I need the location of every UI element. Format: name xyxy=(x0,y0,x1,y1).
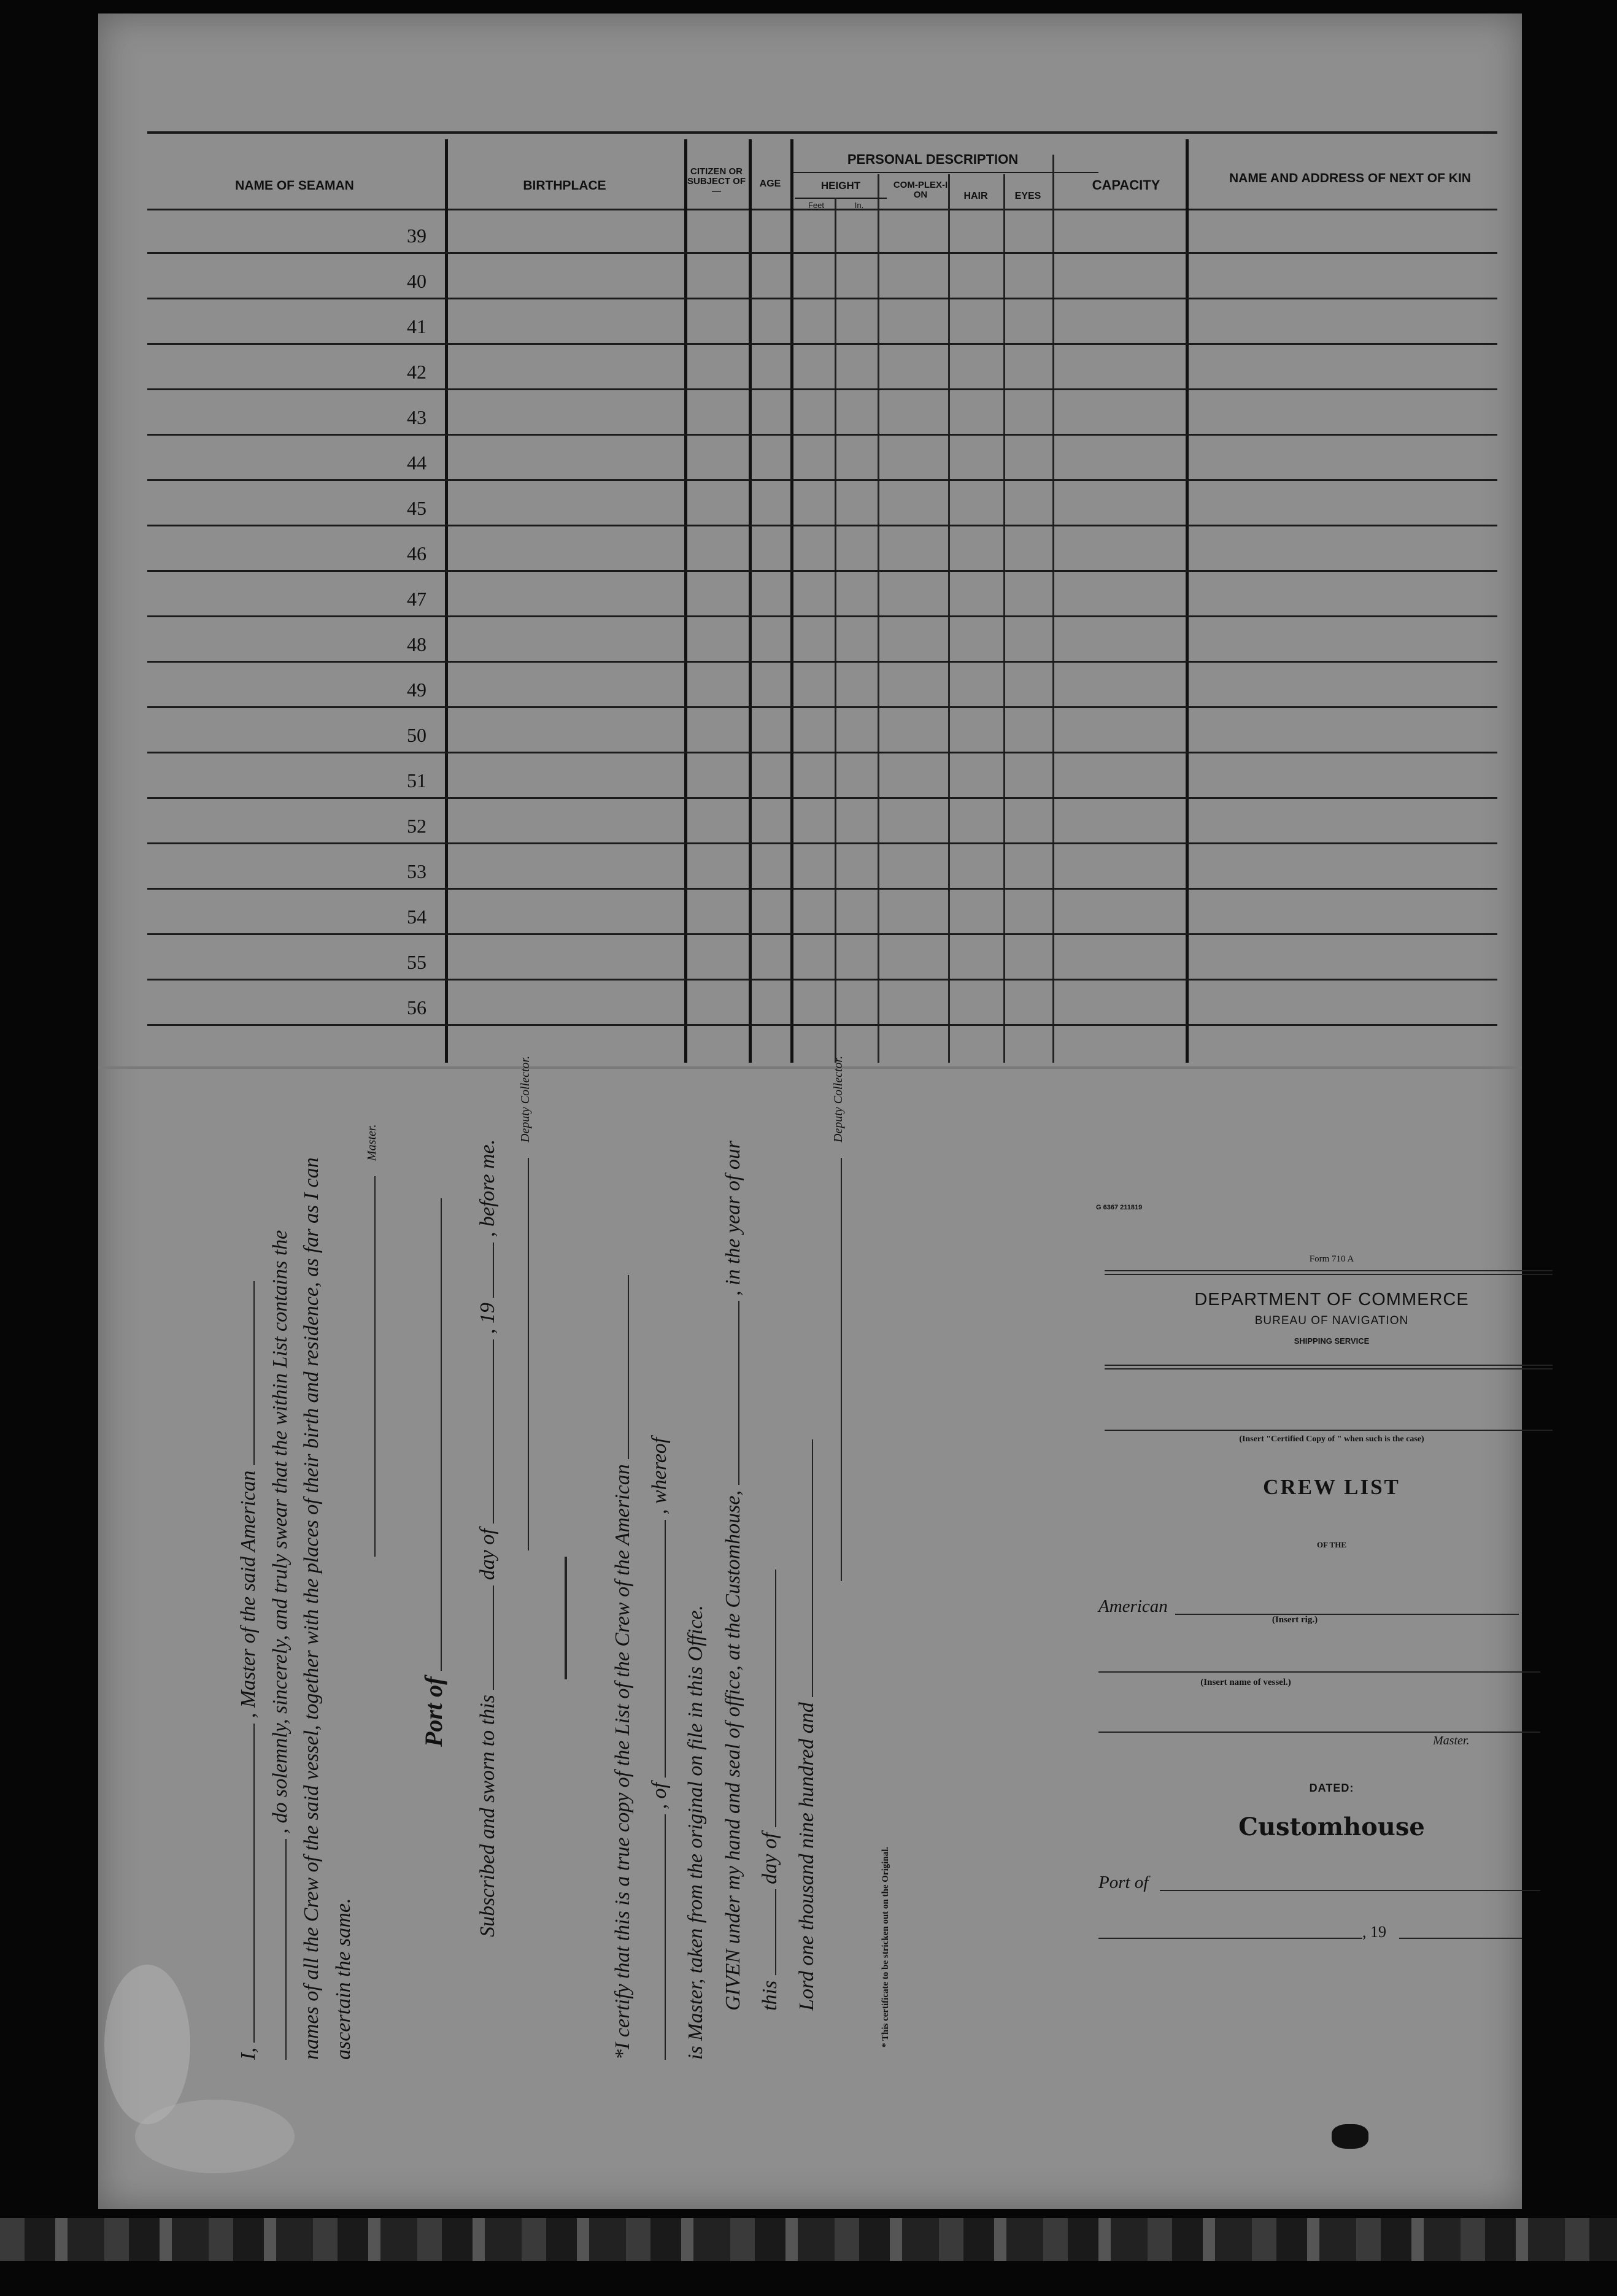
deputy-collector-2 xyxy=(832,1056,846,1581)
table-row-line xyxy=(147,615,1497,617)
this-day-blank[interactable] xyxy=(758,1889,776,1975)
of-the-label: OF THE xyxy=(1316,1540,1347,1549)
subscribed-year-blank[interactable] xyxy=(476,1242,494,1298)
header-citizen: CITIZEN OR SUBJECT OF— xyxy=(687,166,746,196)
column-rule-hair xyxy=(1003,174,1005,1063)
bureau-name: BUREAU OF NAVIGATION xyxy=(1254,1314,1409,1327)
oath-line-2-blank[interactable] xyxy=(268,1839,287,2060)
table-row-line xyxy=(147,888,1497,890)
deputy-collector-1 xyxy=(519,1056,533,1551)
deputy-collector-2-label: Deputy Collector. xyxy=(832,1055,845,1142)
subscribed-day-blank[interactable] xyxy=(476,1585,494,1690)
header-name-of-seaman: NAME OF SEAMAN xyxy=(235,179,354,193)
row-number: 42 xyxy=(407,361,426,383)
certify-vessel-blank[interactable] xyxy=(611,1275,629,1459)
crew-list-cover xyxy=(1098,1167,1565,1977)
row-number: 40 xyxy=(407,270,426,292)
row-number: 55 xyxy=(407,951,426,973)
port-of-cover-line xyxy=(1098,1873,1565,1897)
paper-stain xyxy=(135,2100,295,2173)
header-complexion: COM-PLEX-ION xyxy=(893,180,948,200)
given-year-of-our: , in the year of our xyxy=(722,1140,744,1296)
row-number: 39 xyxy=(407,225,426,247)
table-top-border xyxy=(147,131,1497,134)
oath-i: I, xyxy=(237,2048,260,2060)
given-customhouse-blank[interactable] xyxy=(721,1301,739,1485)
row-number: 53 xyxy=(407,860,426,882)
table-row-line xyxy=(147,479,1497,481)
subscribed-day-of: day of xyxy=(476,1528,499,1581)
ink-blot xyxy=(1332,2124,1368,2149)
oath-line-1 xyxy=(236,1281,260,2060)
oath-certificate-block xyxy=(236,1055,973,2060)
header-height: HEIGHT xyxy=(820,180,861,191)
table-row-line xyxy=(147,388,1497,390)
given-text: GIVEN under my hand and seal of office, at the Customhouse, xyxy=(722,1490,744,2011)
fold-line xyxy=(98,1066,1522,1069)
table-row-line xyxy=(147,570,1497,572)
master-label: Master. xyxy=(365,1124,379,1161)
year-prefix-label: , 19 xyxy=(1362,1923,1386,1941)
column-rule-capacity xyxy=(1186,139,1189,1063)
oath-line-4 xyxy=(332,1898,355,2060)
table-row-line xyxy=(147,343,1497,345)
row-number: 54 xyxy=(407,906,426,928)
height-underline xyxy=(795,198,887,199)
certify-of-blank-1[interactable] xyxy=(647,1814,666,2060)
header-birthplace: BIRTHPLACE xyxy=(523,179,606,193)
column-rule-age xyxy=(790,139,793,1063)
port-of-line xyxy=(419,1198,448,1747)
day-of-blank[interactable] xyxy=(758,1570,776,1827)
row-number: 45 xyxy=(407,497,426,519)
certify-of: , of xyxy=(648,1782,671,1809)
row-number: 50 xyxy=(407,724,426,746)
certify-line-2 xyxy=(647,1438,671,2060)
row-number: 51 xyxy=(407,769,426,792)
certify-original-text: is Master, taken from the original on file in this Office. xyxy=(684,1605,707,2060)
date-cover-blank[interactable] xyxy=(1098,1938,1362,1939)
header-capacity: CAPACITY xyxy=(1092,177,1160,193)
day-of-label: day of xyxy=(758,1832,781,1884)
row-number: 44 xyxy=(407,452,426,474)
certified-copy-blank[interactable] xyxy=(1105,1430,1553,1431)
header-inches: In. xyxy=(854,201,864,210)
table-row-line xyxy=(147,842,1497,844)
table-row-line xyxy=(147,661,1497,663)
column-rule-eyes xyxy=(1052,155,1054,1063)
header-feet: Feet xyxy=(808,201,824,210)
row-number: 41 xyxy=(407,315,426,337)
header-personal-description: PERSONAL DESCRIPTION xyxy=(847,152,1019,167)
table-row-line xyxy=(147,706,1497,708)
port-of-blank[interactable] xyxy=(423,1198,442,1671)
crew-list-title: CREW LIST xyxy=(1263,1475,1400,1499)
insert-vessel-note: (Insert name of vessel.) xyxy=(1200,1678,1291,1687)
department-name: DEPARTMENT OF COMMERCE xyxy=(1194,1290,1469,1309)
vessel-name-blank[interactable] xyxy=(1098,1671,1540,1673)
table-row-line xyxy=(147,933,1497,935)
oath-separator xyxy=(565,1557,567,1679)
row-number: 43 xyxy=(407,406,426,428)
cover-rule-2 xyxy=(1105,1274,1553,1275)
master-cover-label: Master. xyxy=(1433,1734,1470,1747)
certify-line-3 xyxy=(684,1605,708,2060)
cover-rule-4 xyxy=(1105,1368,1553,1370)
year-cover-blank[interactable] xyxy=(1399,1938,1522,1939)
table-row-line xyxy=(147,252,1497,254)
oath-line-3 xyxy=(300,1157,323,2060)
column-rule-citizen xyxy=(749,139,752,1063)
table-row-line xyxy=(147,525,1497,526)
master-signature-blank[interactable] xyxy=(373,1176,376,1557)
deputy-collector-1-blank[interactable] xyxy=(527,1158,529,1551)
insert-certified-note: (Insert "Certified Copy of " when such is the case) xyxy=(1239,1435,1424,1444)
footnote-text: * This certificate to be stricken out on the Original. xyxy=(881,1846,890,2048)
crew-table xyxy=(98,13,1522,1069)
header-hair: HAIR xyxy=(963,191,988,201)
master-signature xyxy=(365,1125,379,1557)
certify-line-1 xyxy=(611,1275,635,2060)
row-number: 52 xyxy=(407,815,426,837)
this-day-line xyxy=(758,1570,782,2011)
subscribed-year: , 19 xyxy=(476,1303,499,1335)
master-name-cover-blank[interactable] xyxy=(1098,1732,1540,1733)
this-label: this xyxy=(758,1980,781,2011)
customhouse-title: Customhouse xyxy=(1238,1813,1425,1841)
column-rule-inches xyxy=(878,174,879,1063)
certify-text: *I certify that this is a true copy of the List of the Crew of the American xyxy=(611,1464,634,2060)
subscribed-before-me: , before me. xyxy=(476,1139,499,1238)
oath-master-of-american: , Master of the said American xyxy=(237,1470,260,1719)
subscribed-text: Subscribed and sworn to this xyxy=(476,1695,499,1937)
lord-line xyxy=(795,1439,819,2011)
header-eyes: EYES xyxy=(1014,191,1041,201)
deputy-collector-1-label: Deputy Collector. xyxy=(519,1055,532,1142)
subscribed-line xyxy=(476,1139,500,1937)
column-rule-birthplace xyxy=(684,139,687,1063)
certify-of-blank-2[interactable] xyxy=(647,1520,666,1778)
column-rule-complexion xyxy=(948,174,950,1063)
scan-edge-strip xyxy=(0,2218,1617,2261)
table-row-line xyxy=(147,797,1497,799)
vessel-name-blank[interactable] xyxy=(236,1281,255,1465)
port-of-cover-label: Port of xyxy=(1098,1873,1149,1892)
oath-line-2 xyxy=(268,1230,292,2060)
port-of-cover-blank[interactable] xyxy=(1160,1890,1540,1891)
subscribed-month-blank[interactable] xyxy=(476,1339,494,1524)
lord-year-blank[interactable] xyxy=(795,1439,813,1697)
column-rule-name xyxy=(445,139,448,1063)
certify-whereof: , whereof xyxy=(648,1437,671,1515)
certificate-footnote xyxy=(881,1847,891,2048)
cover-rule-3 xyxy=(1105,1365,1553,1366)
deputy-collector-2-blank[interactable] xyxy=(839,1158,842,1581)
port-of-label: Port of xyxy=(420,1676,447,1747)
oath-crew-text: names of all the Crew of the said vessel, together with the places of their birth and residence, as far as I can xyxy=(300,1157,323,2060)
table-row-line xyxy=(147,979,1497,980)
dated-label: DATED: xyxy=(1309,1782,1354,1794)
service-name: SHIPPING SERVICE xyxy=(1294,1336,1370,1346)
master-name-blank[interactable] xyxy=(236,1724,255,2043)
table-row-line xyxy=(147,1024,1497,1026)
insert-rig-note: (Insert rig.) xyxy=(1272,1615,1318,1625)
row-number: 49 xyxy=(407,679,426,701)
table-row-line xyxy=(147,434,1497,436)
table-row-line xyxy=(147,298,1497,299)
form-number: Form 710 A xyxy=(1309,1254,1354,1264)
print-code: G 6367 211819 xyxy=(1096,1204,1143,1211)
paper-stain xyxy=(104,1965,190,2124)
american-label: American xyxy=(1098,1597,1168,1616)
date-cover-line xyxy=(1098,1923,1565,1947)
row-number: 46 xyxy=(407,542,426,564)
given-line xyxy=(721,1141,745,2011)
header-next-of-kin: NAME AND ADDRESS OF NEXT OF KIN xyxy=(1229,171,1471,185)
oath-ascertain-text: ascertain the same. xyxy=(332,1898,355,2060)
row-number: 47 xyxy=(407,588,426,610)
oath-swear-text: , do solemnly, sincerely, and truly swear that the within List contains the xyxy=(269,1230,291,1834)
header-age: AGE xyxy=(759,179,781,189)
table-row-line xyxy=(147,752,1497,753)
cover-rule-1 xyxy=(1105,1270,1553,1271)
row-number: 48 xyxy=(407,633,426,655)
document-sheet xyxy=(98,13,1522,2209)
row-number: 56 xyxy=(407,996,426,1019)
lord-text: Lord one thousand nine hundred and xyxy=(795,1702,818,2011)
